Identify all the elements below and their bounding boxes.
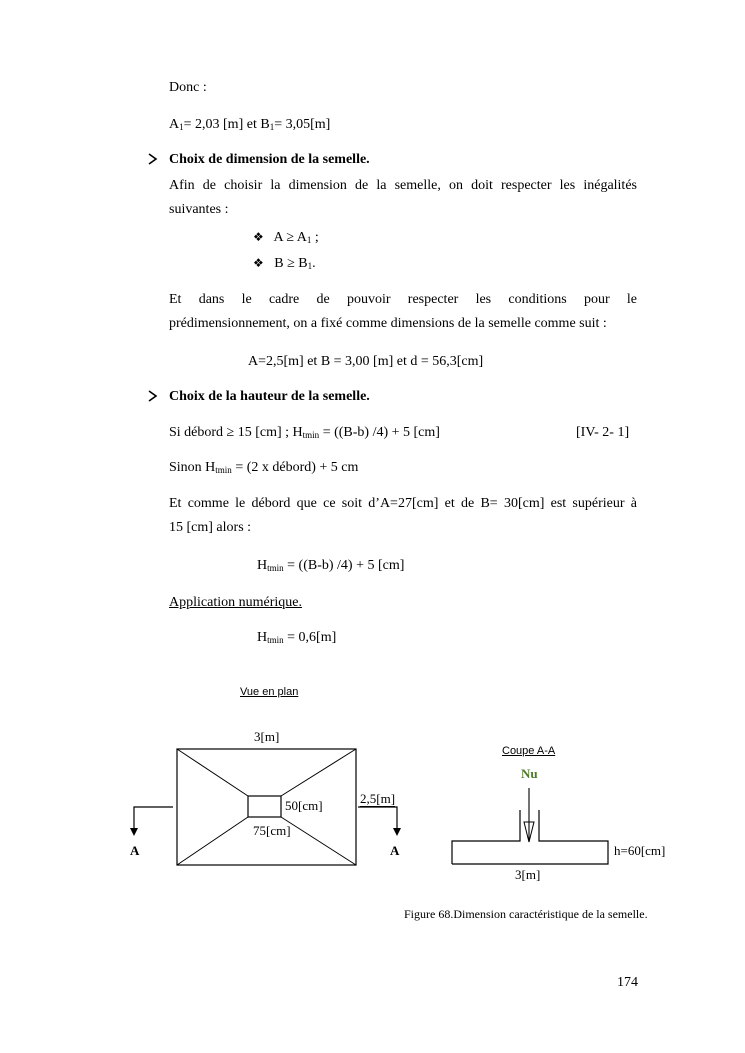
section-cut-right bbox=[358, 807, 397, 828]
htmin-formula: $H_{tmin} = ((B-b) /4) + 5$ [cm] bbox=[257, 558, 405, 573]
condition-sinon: Sinon $H_{tmin} = (2$ x débord) + 5 cm bbox=[169, 460, 359, 475]
section1-paragraph: Afin de choisir la dimension de la semelle, on doit respecter les inégalités suivantes : bbox=[169, 178, 637, 217]
plan-height-label: 2,5[m] bbox=[360, 791, 396, 806]
section-mark-right: A bbox=[390, 843, 400, 858]
coupe-title: Coupe A-A bbox=[502, 745, 556, 757]
diamond-bullet-icon: ❖ bbox=[253, 230, 264, 244]
section1-paragraph2: Et dans le cadre de pouvoir respecter les conditions pour le prédimensionnement, on a fixé comme dimensions de la semelle comme suit : bbox=[169, 292, 637, 331]
condition-debord: Si débord ≥ 15 [cm] ; $H_{tmin} = ((B-b) /4) + 5$ [cm] bbox=[169, 425, 440, 440]
section2-heading: Choix de la hauteur de la semelle. bbox=[169, 389, 370, 404]
condition-b: ❖ $B \ge B_1$. bbox=[253, 256, 316, 271]
column-outline bbox=[248, 796, 281, 817]
section-arrow-left-icon bbox=[130, 828, 138, 836]
condition-a: ❖ $A \ge A_1$ ; bbox=[253, 230, 319, 245]
column-width-label: 50[cm] bbox=[285, 798, 323, 813]
section-mark-left: A bbox=[130, 843, 140, 858]
section2-paragraph: Et comme le débord que ce soit d’A=27[cm] et de B= 30[cm] est supérieur à 15 [cm] alors : bbox=[169, 496, 637, 535]
footing-section-left bbox=[452, 810, 520, 864]
equation-reference: [IV- 2- 1] bbox=[576, 425, 630, 440]
section-arrow-right-icon bbox=[393, 828, 401, 836]
diagonal-line bbox=[177, 749, 248, 796]
donc-label: Donc : bbox=[169, 80, 207, 95]
plan-width-label: 3[m] bbox=[254, 729, 280, 744]
chosen-dimensions: A=2,5[m] et B = 3,00 [m] et d = 56,3[cm] bbox=[248, 354, 484, 369]
load-label: Nu bbox=[521, 766, 538, 781]
a1-b1-result: $A_1= 2,03$ [m] et $B_1= 3,05[m]$ bbox=[169, 117, 331, 132]
page-number: 174 bbox=[617, 975, 638, 990]
section-height-label: h=60[cm] bbox=[614, 843, 666, 858]
section1-heading: Choix de dimension de la semelle. bbox=[169, 152, 370, 167]
diagonal-line bbox=[281, 817, 356, 865]
diamond-bullet-icon: ❖ bbox=[253, 256, 264, 270]
htmin-result: $H_{tmin} = 0,6[m]$ bbox=[257, 630, 337, 645]
column-depth-label: 75[cm] bbox=[253, 823, 291, 838]
section-width-label: 3[m] bbox=[515, 867, 541, 882]
application-title: Application numérique. bbox=[169, 595, 302, 610]
diagonal-line bbox=[281, 749, 356, 796]
figure-caption: Figure 68.Dimension caractéristique de la semelle. bbox=[404, 907, 648, 921]
diagonal-line bbox=[177, 817, 248, 865]
vue-en-plan-title: Vue en plan bbox=[240, 686, 299, 698]
section-cut-left bbox=[134, 807, 173, 828]
